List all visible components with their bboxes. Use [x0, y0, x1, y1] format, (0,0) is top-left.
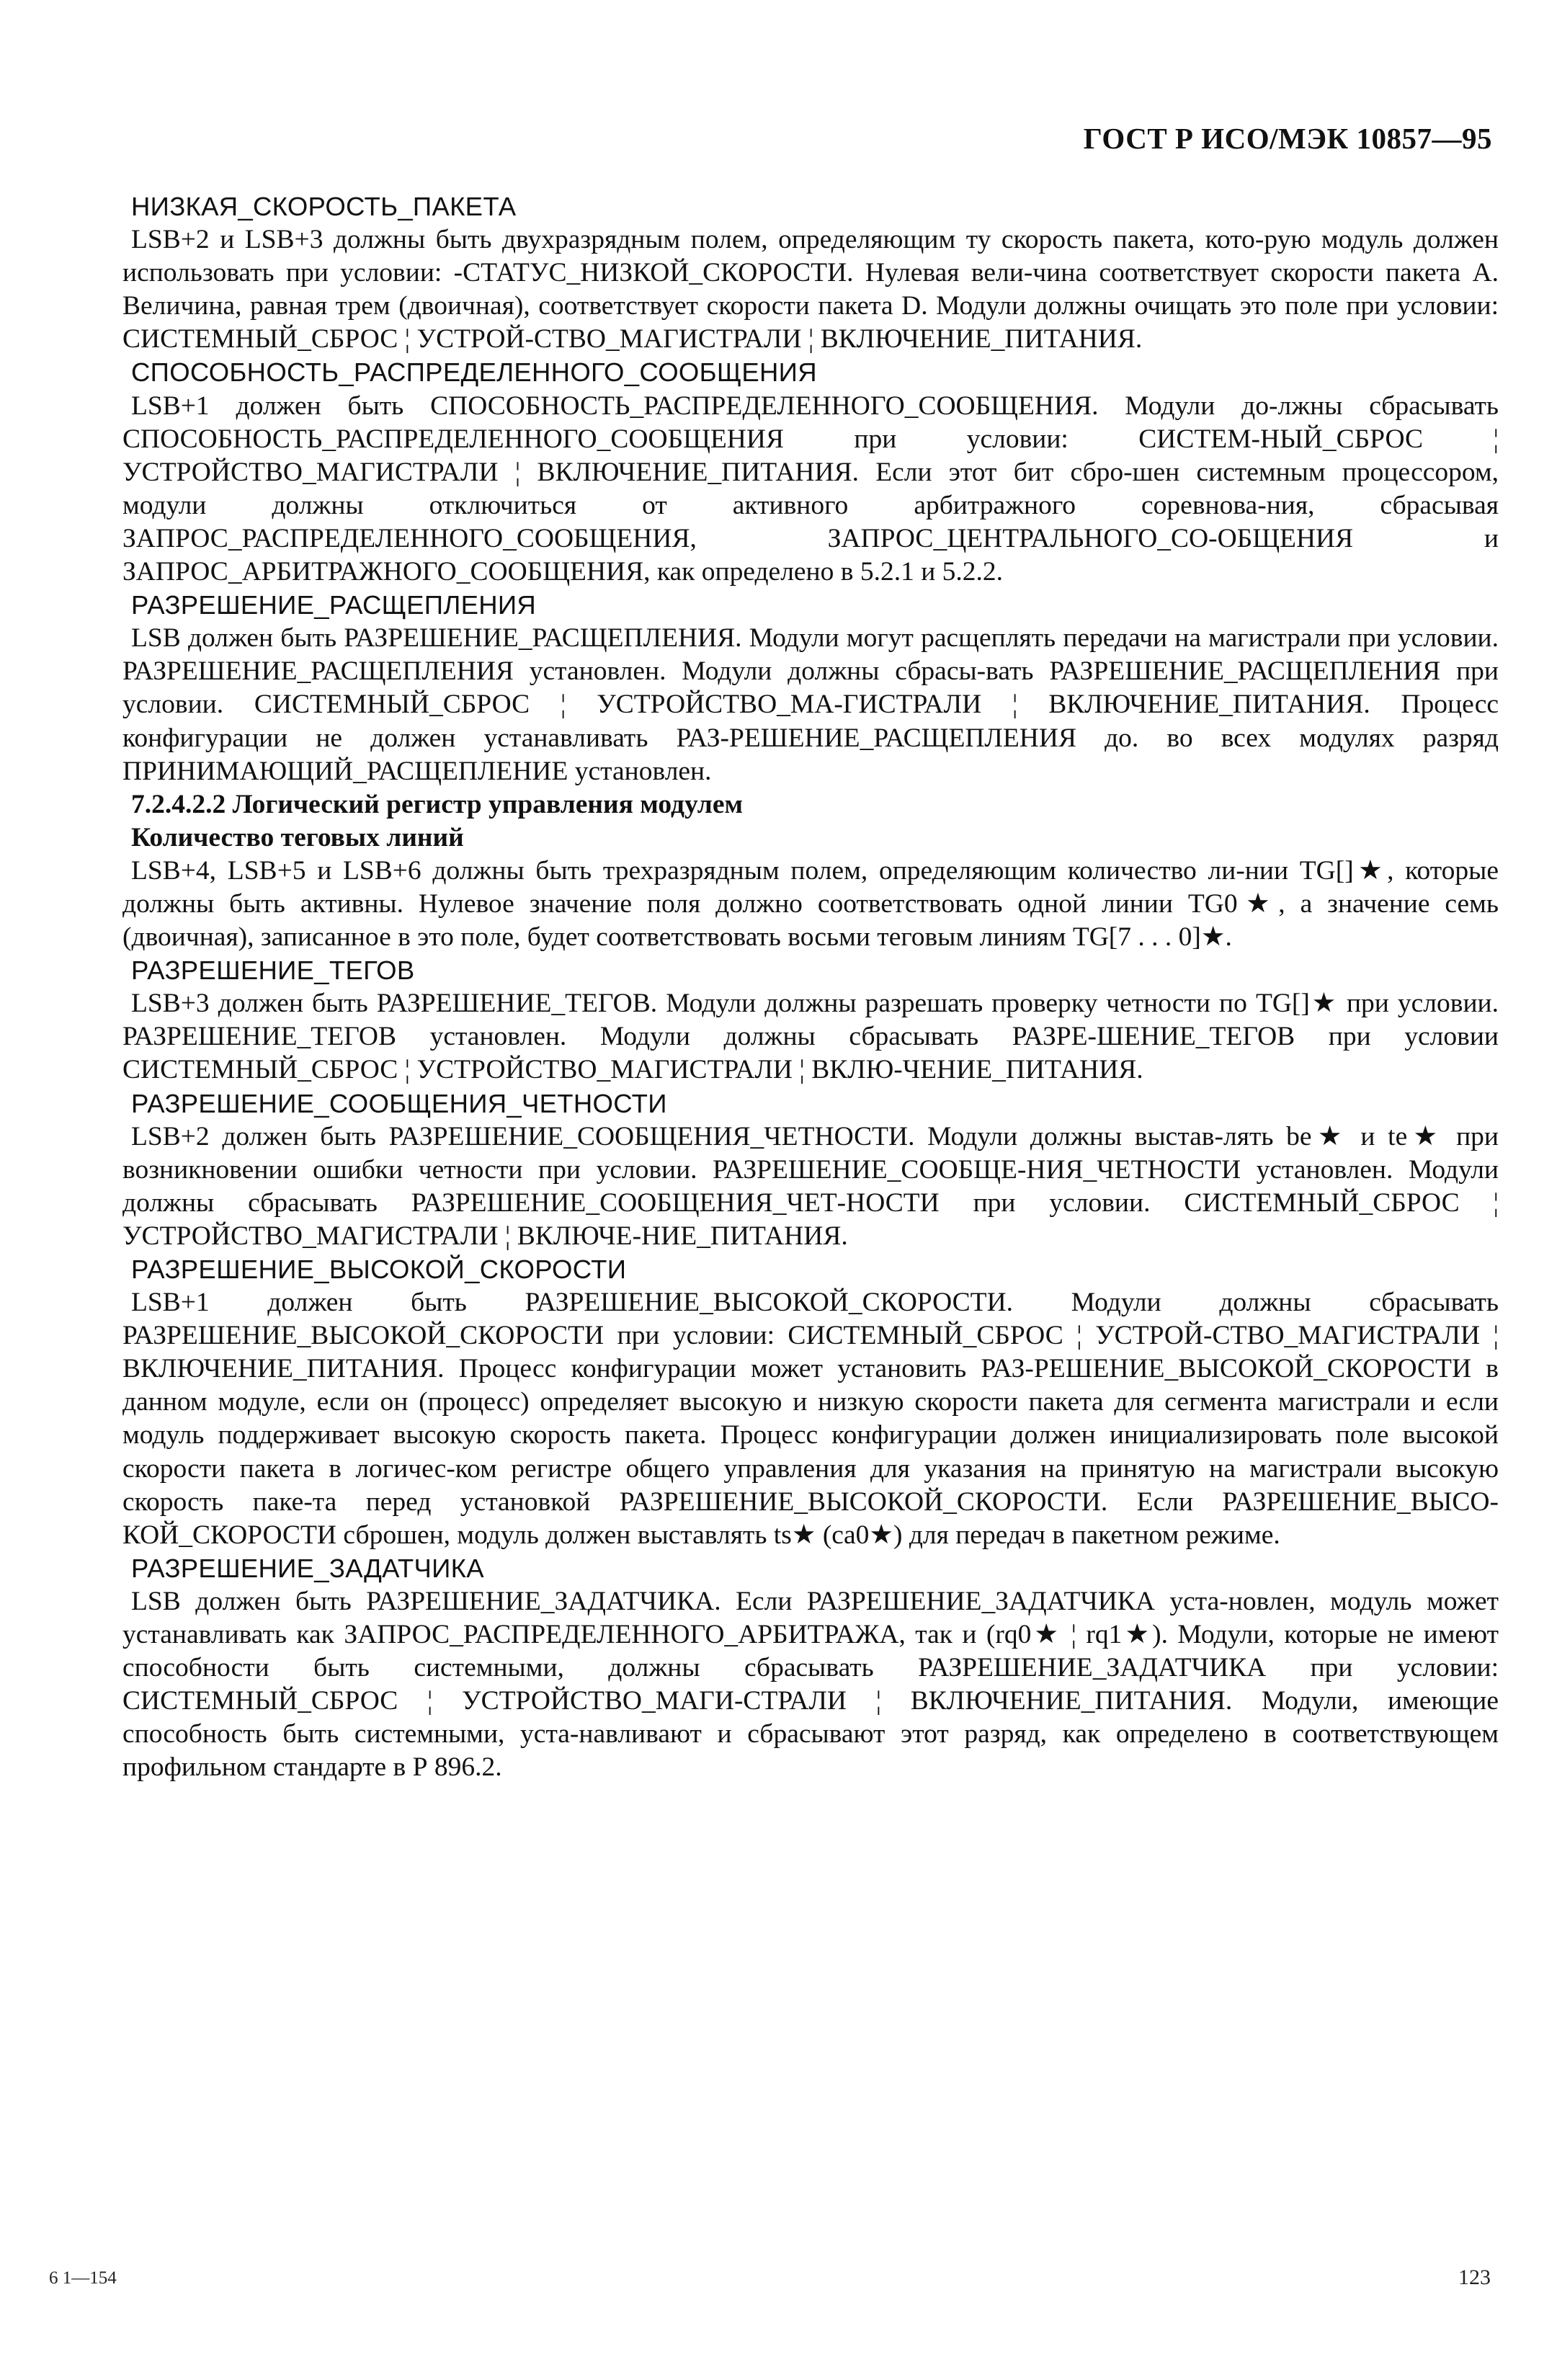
document-header: ГОСТ Р ИСО/МЭК 10857—95 — [1083, 122, 1492, 155]
section-title-low-speed: НИЗКАЯ_СКОРОСТЬ_ПАКЕТА — [131, 192, 517, 221]
section-text-parity-report: LSB+2 должен быть РАЗРЕШЕНИЕ_СООБЩЕНИЯ_ЧЕТНОСТИ. Модули должны выстав-лять be★ и te★ при возникновении ошибки четности при условии. РАЗРЕШЕНИЕ_СООБЩЕ-НИЯ_ЧЕТНОСТИ установлен. Модули должны сбрасывать РАЗРЕШЕНИЕ_СООБЩЕНИЯ_ЧЕТ-НОСТИ при условии. СИСТЕМНЫЙ_СБРОС ¦ УСТРОЙСТВО_МАГИСТРАЛИ ¦ ВКЛЮЧЕ-НИЕ_ПИТАНИЯ. — [122, 1121, 1499, 1251]
section-text-master-enable: LSB должен быть РАЗРЕШЕНИЕ_ЗАДАТЧИКА. Если РАЗРЕШЕНИЕ_ЗАДАТЧИКА уста-новлен, модуль может устанавливать как ЗАПРОС_РАСПРЕДЕЛЕННОГО_АРБИТРАЖА, так и (rq0★ ¦ rq1★). Модули, которые не имеют способности быть системными, должны сбрасывать РАЗРЕШЕНИЕ_ЗАДАТЧИКА при условии: СИСТЕМНЫЙ_СБРОС ¦ УСТРОЙСТВО_МАГИ-СТРАЛИ ¦ ВКЛЮЧЕНИЕ_ПИТАНИЯ. Модули, имеющие способность быть системными, уста-навливают и сбрасывают этот разряд, как определено в соответствующем профильном стандарте в Р 896.2. — [122, 1586, 1499, 1783]
section-text-tag-enable: LSB+3 должен быть РАЗРЕШЕНИЕ_ТЕГОВ. Модули должны разрешать проверку четности по TG[]★ при условии. РАЗРЕШЕНИЕ_ТЕГОВ установлен. Модули должны сбрасывать РАЗРЕ-ШЕНИЕ_ТЕГОВ при условии СИСТЕМНЫЙ_СБРОС ¦ УСТРОЙСТВО_МАГИСТРАЛИ ¦ ВКЛЮ-ЧЕНИЕ_ПИТАНИЯ. — [122, 989, 1499, 1085]
section-text-low-speed: LSB+2 и LSB+3 должны быть двухразрядным полем, определяющим ту скорость пакета, кото-рую модуль должен использовать при условии: -СТАТУС_НИЗКОЙ_СКОРОСТИ. Нулевая вели-чина соответствует скорости пакета А. Величина, равная трем (двоичная), соответствует скорости пакета D. Модули должны очищать это поле при условии: СИСТЕМНЫЙ_СБРОС ¦ УСТРОЙ-СТВО_МАГИСТРАЛИ ¦ ВКЛЮЧЕНИЕ_ПИТАНИЯ. — [122, 225, 1499, 355]
section-title-split-enable: РАЗРЕШЕНИЕ_РАСЩЕПЛЕНИЯ — [131, 590, 537, 620]
subsection-heading — [122, 788, 1499, 821]
footer-print-mark: 6 1—154 — [49, 2268, 117, 2288]
section-text-distributed-message: LSB+1 должен быть СПОСОБНОСТЬ_РАСПРЕДЕЛЕННОГО_СООБЩЕНИЯ. Модули до-лжны сбрасывать СПОСОБНОСТЬ_РАСПРЕДЕЛЕННОГО_СООБЩЕНИЯ при условии: СИСТЕМ-НЫЙ_СБРОС ¦ УСТРОЙСТВО_МАГИСТРАЛИ ¦ ВКЛЮЧЕНИЕ_ПИТАНИЯ. Если этот бит сбро-шен системным процессором, модули должны отключиться от активного арбитражного соревнова-ния, сбрасывая ЗАПРОС_РАСПРЕДЕЛЕННОГО_СООБЩЕНИЯ, ЗАПРОС_ЦЕНТРАЛЬНОГО_СО-ОБЩЕНИЯ и ЗАПРОС_АРБИТРАЖНОГО_СООБЩЕНИЯ, как определено в 5.2.1 и 5.2.2. — [122, 391, 1499, 587]
document-body — [122, 190, 1499, 1785]
section-text-high-speed: LSB+1 должен быть РАЗРЕШЕНИЕ_ВЫСОКОЙ_СКОРОСТИ. Модули должны сбрасывать РАЗРЕШЕНИЕ_ВЫСОКОЙ_СКОРОСТИ при условии: СИСТЕМНЫЙ_СБРОС ¦ УСТРОЙ-СТВО_МАГИСТРАЛИ ¦ ВКЛЮЧЕНИЕ_ПИТАНИЯ. Процесс конфигурации может установить РАЗ-РЕШЕНИЕ_ВЫСОКОЙ_СКОРОСТИ в данном модуле, если он (процесс) определяет высокую и низкую скорости пакета для сегмента магистрали и если модуль поддерживает высокую скорость пакета. Процесс конфигурации должен инициализировать поле высокой скорости пакета в логичес-ком регистре общего управления для указания на принятую на магистрали высокую скорость паке-та перед установкой РАЗРЕШЕНИЕ_ВЫСОКОЙ_СКОРОСТИ. Если РАЗРЕШЕНИЕ_ВЫСО-КОЙ_СКОРОСТИ сброшен, модуль должен выставлять ts★ (ca0★) для передач в пакетном режиме. — [122, 1288, 1499, 1550]
section-title-high-speed: РАЗРЕШЕНИЕ_ВЫСОКОЙ_СКОРОСТИ — [131, 1254, 627, 1284]
page-number: 123 — [1458, 2265, 1491, 2289]
section-title-master-enable: РАЗРЕШЕНИЕ_ЗАДАТЧИКА — [131, 1553, 484, 1583]
section-title-parity-report: РАЗРЕШЕНИЕ_СООБЩЕНИЯ_ЧЕТНОСТИ — [131, 1088, 667, 1118]
subsection-number: 7.2.4.2.2 — [131, 789, 226, 819]
subsection-subtitle: Количество теговых линий — [131, 822, 464, 852]
section-text-split-enable: LSB должен быть РАЗРЕШЕНИЕ_РАСЩЕПЛЕНИЯ. Модули могут расщеплять передачи на магистрали при условии. РАЗРЕШЕНИЕ_РАСЩЕПЛЕНИЯ установлен. Модули должны сбрасы-вать РАЗРЕШЕНИЕ_РАСЩЕПЛЕНИЯ при условии. СИСТЕМНЫЙ_СБРОС ¦ УСТРОЙСТВО_МА-ГИСТРАЛИ ¦ ВКЛЮЧЕНИЕ_ПИТАНИЯ. Процесс конфигурации не должен устанавливать РАЗ-РЕШЕНИЕ_РАСЩЕПЛЕНИЯ до. во всех модулях разряд ПРИНИМАЮЩИЙ_РАСЩЕПЛЕНИЕ установлен. — [122, 623, 1499, 786]
subsection-text-tag-lines: LSB+4, LSB+5 и LSB+6 должны быть трехразрядным полем, определяющим количество ли-нии TG[]★, которые должны быть активны. Нулевое значение поля должно соответствовать одной линии TG0★, а значение семь (двоичная), записанное в это поле, будет соответствовать восьми теговым линиям TG[7 . . . 0]★. — [122, 855, 1499, 953]
section-title-distributed-message: СПОСОБНОСТЬ_РАСПРЕДЕЛЕННОГО_СООБЩЕНИЯ — [131, 357, 817, 388]
subsection-title: Логический регистр управления модулем — [232, 789, 744, 819]
section-title-tag-enable: РАЗРЕШЕНИЕ_ТЕГОВ — [131, 955, 415, 986]
